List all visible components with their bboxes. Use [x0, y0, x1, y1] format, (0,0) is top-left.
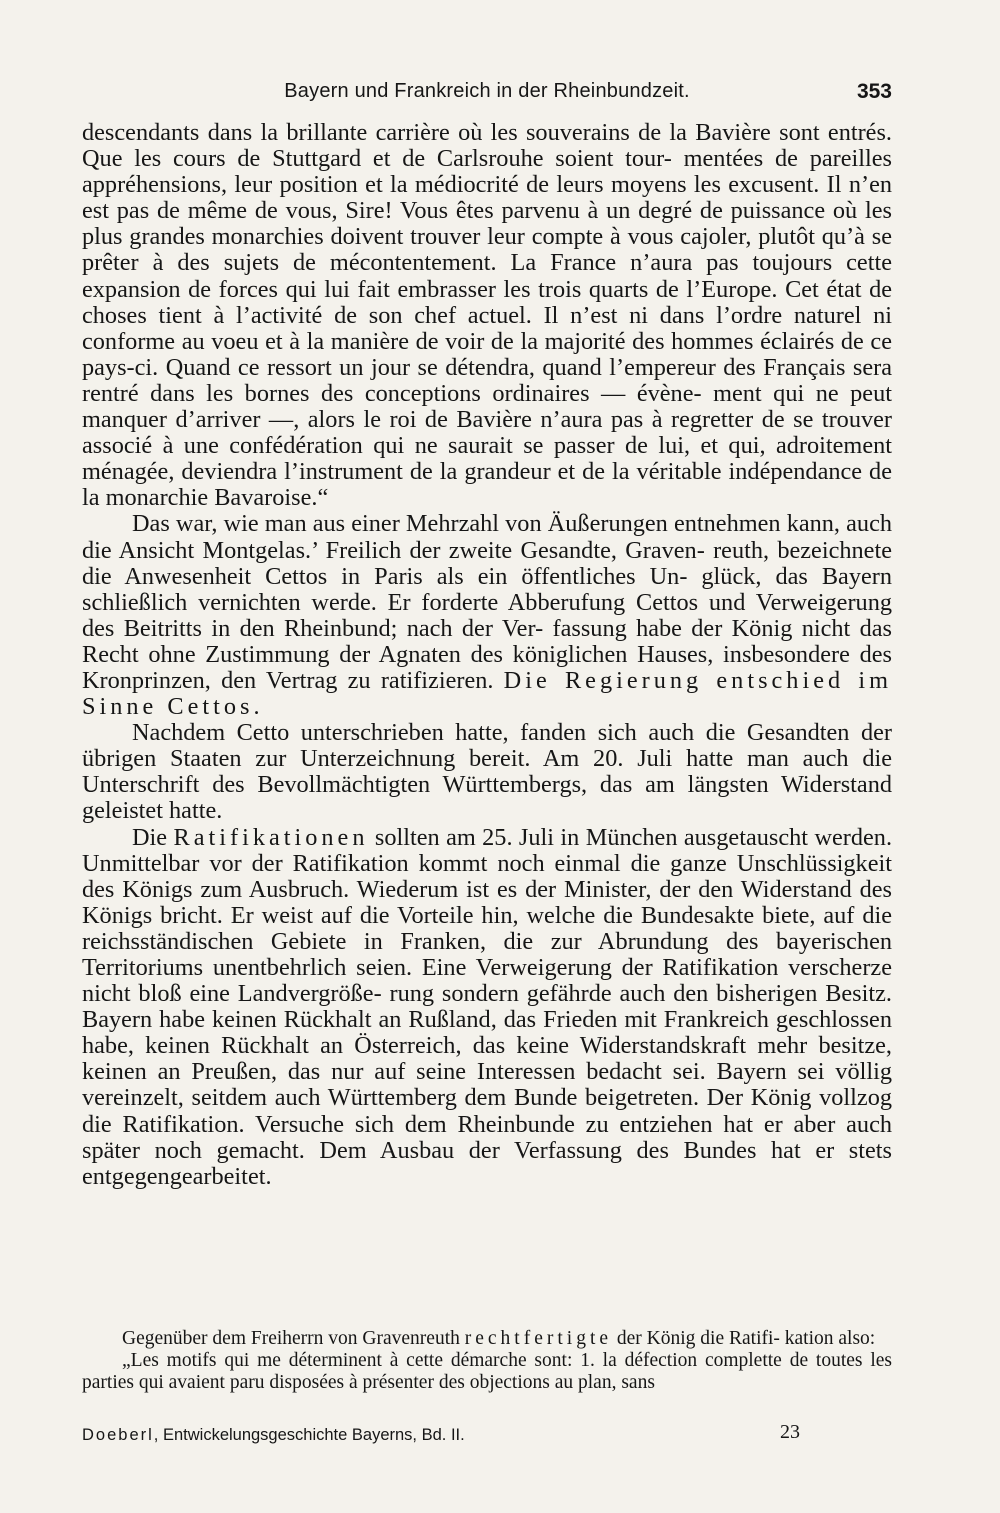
- text-line: passer de lui, et qui, adroitement ménagée, deviendra l’instrument de la: [82, 432, 892, 486]
- text-line: reuth, bezeichnete die Anwesenheit Cettos in Paris als ein öffentliches Un-: [82, 536, 892, 590]
- spaced-text: Die Regierung entschied im Sinne Cettos.: [82, 666, 893, 721]
- text-line: rung sondern gefährde auch den bisherigen Besitz. Bayern habe keinen: [82, 980, 892, 1034]
- text-line: die Bundesakte biete, auf die reichsständischen Gebiete in Franken, die: [82, 901, 893, 955]
- text-line: grandeur et de la véritable indépendance de la monarchie Bavaroise.“: [82, 458, 892, 512]
- page-number: 353: [856, 80, 892, 103]
- text-line: ment qui ne peut manquer d’arriver —, alors le roi de Bavière n’aura: [82, 379, 892, 434]
- text-line: Widerstand geleistet hatte.: [82, 771, 892, 825]
- text-line: werden. Unmittelbar vor der Ratifikation kommt noch einmal die ganze: [82, 823, 893, 877]
- text-line: descendants dans la brillante carrière où les souverains de la Bavière: [82, 119, 771, 146]
- text-line: parvenu à un degré de puissance où les plus grandes monarchies doivent: [82, 197, 892, 251]
- paragraph-cetto-signature: [82, 720, 892, 824]
- signature-author: Doeberl: [82, 1426, 154, 1444]
- text-line: die Unterschrift des Bevollmächtigten Württembergs, das am längsten: [82, 745, 892, 799]
- text-line: ratifizieren.: [380, 666, 504, 694]
- text-line: kation also:: [784, 1328, 876, 1349]
- text-line: Gegenüber dem Freiherrn von Gravenreuth: [122, 1328, 465, 1349]
- text-line: an Preußen, das nur auf seine Interessen bedacht sei. Bayern sei völlig: [157, 1058, 892, 1086]
- text-line: kann, auch die Ansicht Montgelas.’ Freilich der zweite Gesandte, Graven-: [82, 510, 893, 564]
- spaced-text: rechtfertigte: [464, 1328, 613, 1349]
- text-line: Das war, wie man aus einer Mehrzahl von Äußerungen entnehmen: [132, 510, 781, 538]
- text-line: fassung habe der König nicht das Recht ohne Zustimmung der Agnaten: [82, 614, 893, 668]
- text-line: mécontentement. La France n’aura pas toujours cette expansion de forces: [82, 249, 892, 303]
- text-line: pas à regretter de se trouver associé à une confédération qui ne saurait se: [82, 406, 893, 460]
- text-line: Die: [132, 823, 174, 851]
- text-line: de toutes les parties qui avaient paru disposées à présenter des objections au plan, sans: [82, 1350, 893, 1393]
- text-line: er aber auch später noch gemacht. Dem Ausbau der Verfassung des Bundes: [82, 1110, 892, 1164]
- text-line: zur Abrundung des bayerischen Territoriums unentbehrlich seien. Eine: [82, 927, 892, 981]
- signature-line: [82, 1421, 892, 1452]
- text-line: vereinzelt, seitdem auch Württemberg dem Bunde beigetreten. Der König: [82, 1084, 812, 1112]
- spaced-text: Ratifikationen: [173, 823, 369, 851]
- text-line: moyens les excusent. Il n’en est pas de même de vous, Sire! Vous êtes: [82, 171, 892, 225]
- text-line: conforme au voeu et à la manière de voir de la majorité des hommes éclairés: [82, 327, 835, 355]
- footnote-intro: [82, 1328, 892, 1350]
- text-line: vollzog die Ratifikation. Versuche sich dem Rheinbunde zu entziehen hat: [82, 1084, 892, 1138]
- text-line: „Les motifs qui me déterminent à cette démarche sont: 1. la défection complette: [122, 1350, 782, 1371]
- signature-title: , Entwickelungsgeschichte Bayerns, Bd. II.: [153, 1426, 465, 1444]
- paragraph-french-quote: [82, 120, 892, 511]
- text-line: de ce pays-ci. Quand ce ressort un jour se détendra, quand l’empereur des: [82, 327, 892, 381]
- text-line: hat er stets entgegengearbeitet.: [82, 1136, 892, 1190]
- text-line: sont entrés. Que les cours de Stuttgard et de Carlsrouhe soient tour-: [82, 119, 892, 173]
- text-line: Verweigerung der Ratifikation verscherze nicht bloß eine Landvergröße-: [82, 954, 892, 1008]
- text-line: Unschlüssigkeit des Königs zum Ausbruch. Wiederum ist es der Minister,: [82, 849, 892, 903]
- text-line: Nachdem Cetto unterschrieben hatte, fanden sich auch die Gesandten: [132, 719, 850, 747]
- footnotes: [82, 1328, 892, 1394]
- running-head: [82, 80, 892, 110]
- text-line: mentées de pareilles appréhensions, leur position et la médiocrité de leurs: [82, 145, 892, 199]
- text-line: Rückhalt an Rußland, das Frieden mit Frankreich geschlossen habe, keinen: [82, 1006, 892, 1060]
- footnote-quote: [82, 1350, 892, 1394]
- body-text: [82, 120, 892, 1190]
- text-line: tient à l’activité de son chef actuel. Il n’est ni dans l’ordre naturel ni: [158, 301, 893, 329]
- paragraph-ratification: [82, 825, 892, 1190]
- text-line: Cettos und Verweigerung des Beitritts in den Rheinbund; nach der Ver-: [82, 588, 892, 642]
- text-line: Français sera rentré dans les bornes des conceptions ordinaires — évène-: [82, 353, 893, 407]
- text-line: qui lui fait embrasser les trois quarts de l’Europe. Cet état de choses: [82, 275, 893, 329]
- paragraph-montgelas: [82, 511, 892, 720]
- running-title: Bayern und Frankreich in der Rheinbundzeit.: [284, 80, 690, 102]
- text-line: glück, das Bayern schließlich vernichten werde. Er forderte Abberufung: [82, 562, 892, 616]
- text-line: der übrigen Staaten zur Unterzeichnung bereit. Am 20. Juli hatte man auch: [82, 719, 892, 773]
- text-line: trouver leur compte à vous cajoler, plutôt qu’à se prêter à des sujets de: [82, 223, 892, 277]
- text-line: sollten am 25. Juli in München ausgetauscht: [368, 823, 809, 851]
- text-line: der König die Ratifi-: [612, 1328, 780, 1349]
- text-line: der den Widerstand des Königs bricht. Er weist auf die Vorteile hin, welche: [82, 875, 893, 929]
- sheet-number: 23: [780, 1421, 800, 1443]
- text-line: des königlichen Hauses, insbesondere des Kronprinzen, den Vertrag zu: [82, 640, 892, 694]
- text-line: Rückhalt an Österreich, das keine Widerstandskraft mehr besitze, keinen: [82, 1032, 893, 1086]
